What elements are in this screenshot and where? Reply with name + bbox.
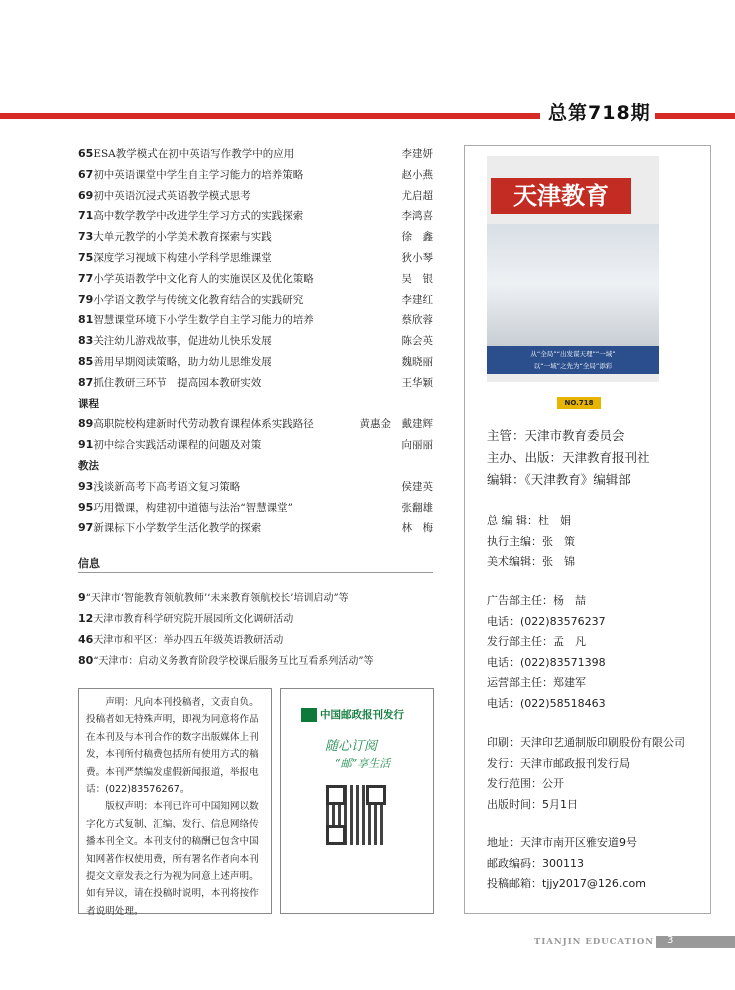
toc-title: 高中数学教学中改进学生学习方式的实践探索 — [93, 210, 304, 223]
toc-title: ESA教学模式在初中英语写作教学中的应用 — [93, 148, 295, 160]
cover-headline — [487, 346, 659, 374]
toc-author: 赵小燕 — [401, 168, 433, 181]
postal-slogan: 随心订阅 — [325, 739, 378, 754]
distributor: 发行：天津市邮政报刊发行局 — [487, 756, 630, 770]
toc-page-number: 97 — [78, 521, 94, 535]
toc-page-number: 83 — [78, 334, 94, 348]
toc-entry — [78, 248, 433, 269]
cover-title: 天津教育 — [491, 178, 631, 214]
toc-title: 善用早期阅读策略，助力幼儿思维发展 — [93, 355, 272, 368]
toc-author: 蔡欣蓉 — [401, 314, 433, 327]
toc-page-number: 81 — [78, 313, 94, 327]
notice-text — [86, 694, 264, 920]
toc-title: 关注幼儿游戏故事，促进幼儿快乐发展 — [93, 335, 272, 348]
info-list — [78, 587, 438, 671]
toc-page-number: 73 — [78, 230, 94, 244]
toc-title: 小学英语教学中文化育人的实施误区及优化策略 — [93, 272, 314, 285]
postal-address: 地址：天津市南开区雅安道9号 — [487, 836, 637, 849]
toc-title: 大单元教学的小学美术教育探索与实践 — [93, 231, 272, 244]
toc-title: 初中英语课堂中学生自主学习能力的培养策略 — [93, 168, 304, 181]
postal-ad — [280, 688, 434, 914]
toc-page-number: 91 — [78, 438, 94, 452]
toc-title: 巧用微课，构建初中道德与法治“智慧课堂” — [93, 501, 294, 514]
toc-entry — [78, 587, 438, 608]
toc-page-number: 67 — [78, 167, 94, 181]
copyright-statement: 版权声明：本刊已许可中国知网以数字化方式复制、汇编、发行、信息网络传播本刊全文。本刊支付的稿酬已包含中国知网著作权使用费，所有署名作者向本刊提交文章发表之行为视为同意上述声明。如有异议，请在投稿时说明，本刊将按作者说明处理。 — [86, 801, 259, 917]
footer-label: TIANJIN EDUCATION — [534, 937, 655, 947]
distribution-phone: 电话：(022)83571398 — [487, 655, 606, 669]
toc-entry — [78, 186, 433, 207]
toc-entry — [78, 310, 433, 331]
toc-author: 陈会英 — [401, 335, 433, 348]
toc-entry — [78, 227, 433, 248]
toc-entry — [78, 518, 433, 539]
toc-entry — [78, 414, 433, 435]
toc-page-number: 93 — [78, 479, 94, 493]
toc-author: 张翻雄 — [401, 501, 433, 514]
toc-entry — [78, 477, 433, 498]
toc-jiaofa-list — [78, 477, 433, 539]
toc-author: 王华颖 — [401, 376, 433, 389]
toc-page-number: 65 — [78, 147, 94, 160]
section-heading-info: 信息 — [78, 555, 433, 573]
editor: 编辑：《天津教育》编辑部 — [487, 472, 631, 487]
publisher-info — [487, 425, 702, 491]
section-heading-kecheng: 课程 — [78, 397, 99, 410]
publish-date: 出版时间：5月1日 — [487, 797, 578, 811]
toc-author: 魏晓丽 — [401, 355, 433, 368]
toc-page-number: 79 — [78, 292, 94, 306]
toc-page-number: 85 — [78, 354, 94, 368]
toc-entry — [78, 352, 433, 373]
operations-director: 运营部主任：郑建军 — [487, 676, 586, 689]
toc-page-number: 80 — [78, 654, 94, 667]
toc-page-number: 75 — [78, 250, 94, 264]
toc-author: 李鸿喜 — [401, 210, 433, 223]
header-rule-left — [0, 113, 540, 119]
executive-editor: 执行主编：张 策 — [487, 534, 575, 548]
printer: 印刷：天津印艺通制版印刷股份有限公司 — [487, 736, 685, 749]
china-post-icon — [301, 708, 317, 722]
toc-title: 抓住教研三环节 提高园本教研实效 — [93, 376, 262, 389]
china-post-logo — [301, 707, 404, 722]
toc-author: 黄惠金 戴建辉 — [359, 418, 433, 431]
toc-author: 李建红 — [401, 293, 433, 306]
toc-page-number: 77 — [78, 271, 94, 285]
toc-author: 吴 银 — [401, 272, 433, 285]
toc-page-number: 69 — [78, 188, 94, 202]
toc-title: 天津市和平区：举办四五年级英语教研活动 — [93, 635, 284, 646]
toc-entry — [78, 144, 433, 165]
toc-author: 尤启超 — [401, 189, 433, 202]
toc-title: 高职院校构建新时代劳动教育课程体系实践路径 — [93, 418, 314, 431]
section-heading-jiaofa: 教法 — [78, 459, 99, 472]
postal-slogan-sub: “邮”享生活 — [335, 757, 391, 770]
ad-director: 广告部主任：杨 喆 — [487, 594, 586, 607]
art-editor: 美术编辑：张 锦 — [487, 555, 575, 568]
toc-entry — [78, 331, 433, 352]
page-number: 3 — [667, 935, 674, 946]
supervisor: 主管：天津市教育委员会 — [487, 428, 625, 443]
toc-page-number: 95 — [78, 500, 94, 514]
cover-thumbnail — [487, 156, 659, 382]
postal-logo-text: 中国邮政报刊发行 — [320, 709, 404, 721]
distribution-director: 发行部主任：孟 凡 — [487, 635, 586, 648]
toc-page-number: 87 — [78, 375, 94, 389]
toc-author: 狄小琴 — [401, 251, 433, 264]
toc-page-number: 9 — [78, 591, 86, 604]
toc-page-number: 46 — [78, 633, 94, 646]
toc-title: 天津市教育科学研究院开展园所文化调研活动 — [93, 614, 294, 625]
toc-kecheng-list — [78, 414, 433, 456]
toc-author: 向丽丽 — [401, 439, 433, 452]
toc-title: 初中英语沉浸式英语教学模式思考 — [93, 189, 251, 202]
toc-entry — [78, 290, 433, 311]
toc-entry — [78, 498, 433, 519]
toc-author: 李建妍 — [401, 148, 433, 160]
address-info — [487, 833, 702, 895]
cover-issue-badge: NO.718 — [557, 397, 601, 409]
toc-entry — [78, 435, 433, 456]
issue-number: 总第718期 — [548, 102, 651, 124]
toc-title: 小学语文教学与传统文化教育结合的实践研究 — [93, 293, 304, 306]
toc-page-number: 71 — [78, 209, 94, 223]
toc-entry — [78, 650, 438, 671]
toc-title: 智慧课堂环境下小学生数学自主学习能力的培养 — [93, 314, 314, 327]
toc-entry — [78, 206, 433, 227]
toc-title: “天津市：启动义务教育阶段学校课后服务互比互看系列活动”等 — [93, 656, 374, 667]
submission-email: 投稿邮箱：tjjy2017@126.com — [487, 877, 646, 890]
chief-editor: 总 编 辑：杜 娟 — [487, 514, 571, 527]
operations-phone: 电话：(022)58518463 — [487, 696, 606, 710]
toc-main-list — [78, 144, 433, 394]
department-contacts — [487, 591, 702, 714]
toc-entry — [78, 165, 433, 186]
ad-phone: 电话：(022)83576237 — [487, 614, 606, 628]
distribution-scope: 发行范围：公开 — [487, 777, 564, 790]
zip-code: 邮政编码：300113 — [487, 856, 584, 870]
toc-entry — [78, 373, 433, 394]
qr-code-icon — [326, 785, 386, 845]
toc-title: “天津市‘智能教育领航教师’‘未来教育领航校长’培训启动”等 — [85, 593, 349, 604]
toc-page-number: 89 — [78, 417, 94, 431]
printing-info — [487, 733, 712, 815]
table-of-contents — [78, 144, 433, 539]
toc-title: 初中综合实践活动课程的问题及对策 — [93, 439, 262, 452]
editorial-staff — [487, 511, 702, 573]
notice-statement: 声明：凡向本刊投稿者，文责自负。投稿者如无特殊声明，即视为同意将作品在本刊及与本刊合作的数字出版媒体上刊发，本刊所付稿费包括所有使用方式的稿费。本刊严禁编发虚假新闻报道，举报电话：(022)83576267。 — [86, 697, 259, 796]
toc-author: 林 梅 — [401, 522, 433, 535]
toc-entry — [78, 608, 438, 629]
toc-author: 徐 鑫 — [401, 231, 433, 244]
cover-headline-line1: 从“全局”“出发谋天理”“一域” — [530, 350, 616, 358]
toc-title: 新课标下小学数学生活化教学的探索 — [93, 522, 262, 535]
sponsor: 主办、出版：天津教育报刊社 — [487, 450, 650, 465]
toc-entry — [78, 269, 433, 290]
toc-entry — [78, 629, 438, 650]
header-rule-right — [655, 113, 735, 119]
toc-title: 深度学习视域下构建小学科学思维课堂 — [93, 251, 272, 264]
toc-title: 浅谈新高考下高考语文复习策略 — [93, 480, 241, 493]
cover-headline-line2: 以“一域”之先为“全局”添彩 — [533, 362, 613, 370]
toc-author: 侯建英 — [401, 480, 433, 493]
toc-page-number: 12 — [78, 612, 94, 625]
